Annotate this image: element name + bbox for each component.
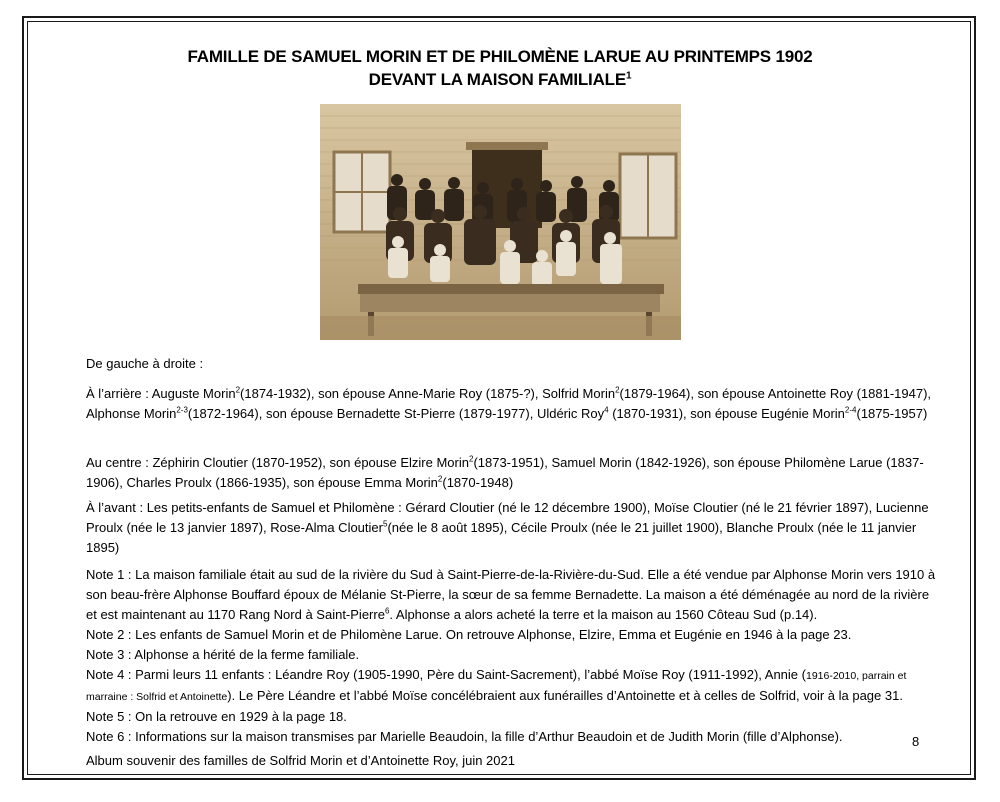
caption-center-row: Au centre : Zéphirin Cloutier (1870-1952), son épouse Elzire Morin$^2$(1873-1951), Samuel Morin (1842-1926), son épouse Philomène Larue (1837-1906), Charles Proulx (1866-1935), son épouse Emma Morin$^2$(1870-1948) <box>86 454 924 490</box>
page-footer: Album souvenir des familles de Solfrid Morin et d’Antoinette Roy, juin 2021 <box>86 753 515 768</box>
page-number: 8 <box>912 734 920 749</box>
note-5: Note 5 : On la retrouve en 1929 à la page 18. <box>86 709 347 724</box>
caption-front-row: À l’avant : Les petits-enfants de Samuel et Philomène : Gérard Cloutier (né le 12 décembre 1900), Moïse Cloutier (né le 21 février 1897), Lucienne Proulx (née le 13 janvier 1897), Rose-Alma Cloutier$^5$(née le 8 août 1895), Cécile Proulx (née le 21 juillet 1900), Blanche Proulx (née le 11 janvier 1895) <box>86 500 929 555</box>
page-title-line1: FAMILLE DE SAMUEL MORIN ET DE PHILOMÈNE LARUE AU PRINTEMPS 1902 <box>187 47 813 66</box>
note-2: Note 2 : Les enfants de Samuel Morin et de Philomène Larue. On retrouve Alphonse, Elzire, Emma et Eugénie en 1946 à la page 23. <box>86 627 852 642</box>
notes-section <box>86 565 936 747</box>
note-1: Note 1 : La maison familiale était au sud de la rivière du Sud à Saint-Pierre-de-la-Rivière-du-Sud. Elle a été vendue par Alphonse Morin vers 1910 à son beau-frère Alphonse Bouffard époux de Mélanie St-Pierre, la sœur de sa femme Bernadette. La maison a été déménagée au nord de la rivière et est maintenant au 1170 Rang Nord à Saint-Pierre$^6$. Alphonse a alors acheté la terre et la maison au 1560 Côteau Sud (p.14). <box>86 567 936 622</box>
caption-lead: De gauche à droite : <box>86 356 204 371</box>
family-photo <box>320 104 681 340</box>
caption-back-row: À l’arrière : Auguste Morin$^2$(1874-1932), son épouse Anne-Marie Roy (1875-?), Solfrid Morin$^2$(1879-1964), son épouse Antoinette Roy (1881-1947), Alphonse Morin$^{2-3}$(1872-1964), son épouse Bernadette St-Pierre (1879-1977), Uldéric Roy$^4$ (1870-1931), son épouse Eugénie Morin$^{2-4}$(1875-1957) <box>86 385 932 421</box>
page-title-line2: DEVANT LA MAISON FAMILIALE$^1$ <box>368 70 632 89</box>
note-3: Note 3 : Alphonse a hérité de la ferme familiale. <box>86 647 360 662</box>
note-4: Note 4 : Parmi leurs 11 enfants : Léandre Roy (1905-1990, Père du Saint-Sacrement), l’abbé Moïse Roy (1911-1992), Annie (1916-2010, parrain et marraine : Solfrid et Antoinette). Le Père Léandre et l’abbé Moïse concélébraient aux funérailles d’Antoinette et à celles de Solfrid, voir à la page 31. <box>86 667 907 703</box>
note-6: Note 6 : Informations sur la maison transmises par Marielle Beaudoin, la fille d’Arthur Beaudoin et de Judith Morin (fille d’Alphonse). <box>86 729 843 744</box>
